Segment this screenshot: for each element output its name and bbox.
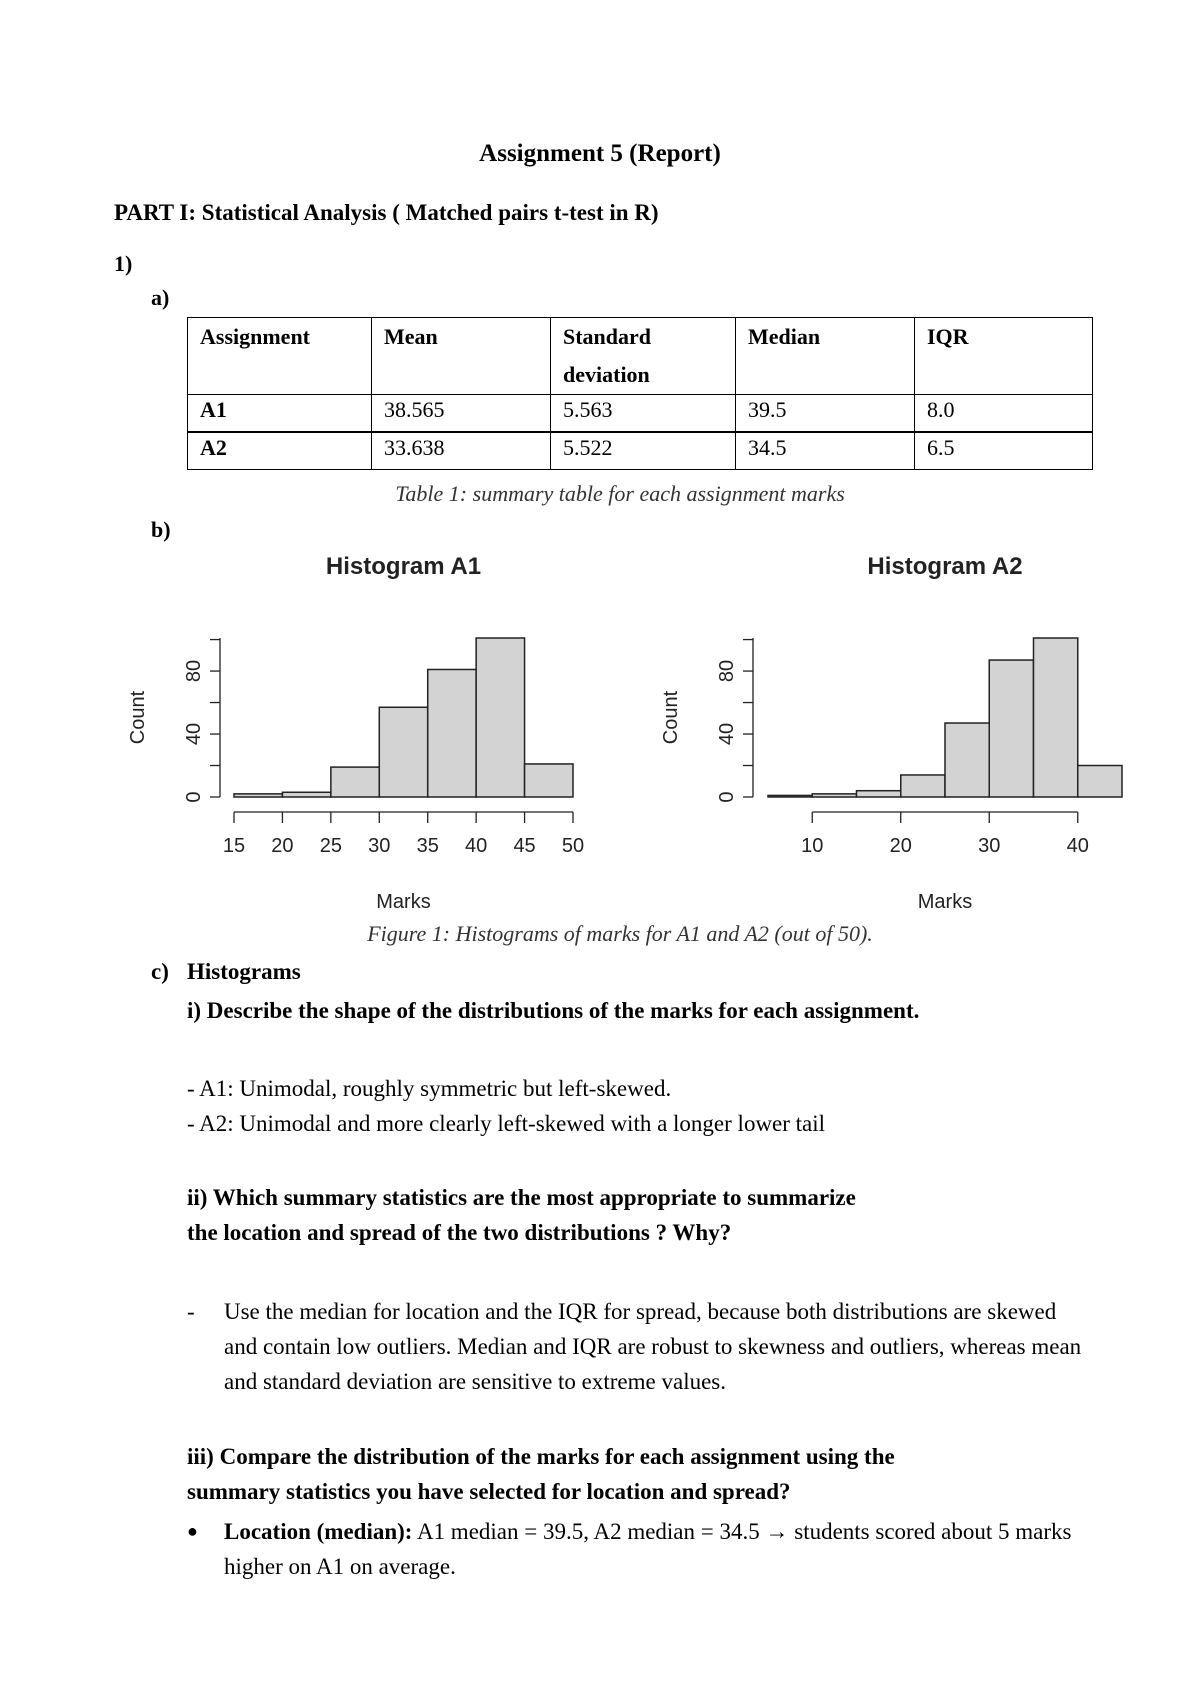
question-ii-line: ii) Which summary statistics are the most appropriate to summarize	[187, 1185, 856, 1210]
summary-table	[187, 317, 1093, 470]
subquestion-b-label: b)	[151, 517, 171, 542]
table-cell: 34.5	[736, 432, 915, 470]
question-ii-line: the location and spread of the two distributions ? Why?	[187, 1220, 732, 1245]
table-header-row	[188, 318, 1093, 395]
answer-i-line: - A1: Unimodal, roughly symmetric but left-skewed.	[187, 1076, 672, 1101]
table-header-cell: IQR	[915, 318, 1093, 395]
chart-title: Histogram A2	[867, 553, 1023, 580]
answer-iii-body: A1 median = 39.5, A2 median = 34.5 → students scored about 5 marks higher on A1 on average.	[224, 1519, 1072, 1579]
page-title: Assignment 5 (Report)	[479, 140, 721, 167]
histogram-bar	[379, 707, 427, 797]
y-tick-label: 0	[183, 791, 205, 803]
subquestion-c-label: c)	[151, 959, 169, 984]
table-cell: 8.0	[915, 395, 1093, 433]
histogram-bar	[901, 775, 945, 797]
y-tick-label: 80	[716, 659, 738, 683]
table-cell: 33.638	[372, 432, 551, 470]
histogram-bar	[812, 794, 856, 797]
table-cell: 5.563	[551, 395, 736, 433]
table-cell: 38.565	[372, 395, 551, 433]
answer-iii	[187, 1514, 1087, 1584]
x-tick-label: 40	[465, 835, 488, 857]
x-tick-label: 20	[271, 835, 294, 857]
table-row	[188, 432, 1093, 470]
histogram-bar	[525, 764, 573, 797]
bullet-icon: ●	[187, 1521, 198, 1541]
x-tick-label: 50	[561, 835, 585, 857]
chart-title: Histogram A1	[325, 553, 482, 580]
histogram-bar	[282, 792, 330, 797]
part-heading: PART I: Statistical Analysis ( Matched pairs t-test in R)	[114, 200, 659, 225]
table-header-cell: Standard deviation	[551, 318, 736, 395]
histogram-a2-chart	[640, 550, 1140, 920]
table-cell: 5.522	[551, 432, 736, 470]
subquestion-a-label: a)	[151, 285, 170, 310]
question-iii-line: iii) Compare the distribution of the marks for each assignment using the	[187, 1444, 895, 1469]
x-tick-label: 35	[416, 835, 439, 857]
table-cell: 6.5	[915, 432, 1093, 470]
question-iii-line: summary statistics you have selected for location and spread?	[187, 1479, 791, 1504]
table-header-cell: Mean	[372, 318, 551, 395]
question-number: 1)	[114, 251, 133, 276]
x-tick-label: 45	[513, 835, 536, 857]
dash-marker: -	[187, 1299, 195, 1324]
table-cell: 39.5	[736, 395, 915, 433]
histogram-bar	[1078, 766, 1122, 797]
histogram-a1-chart	[100, 550, 610, 920]
histogram-bar	[768, 795, 812, 797]
x-tick-label: 30	[978, 835, 1001, 857]
answer-i-line: - A2: Unimodal and more clearly left-skewed with a longer lower tail	[187, 1111, 826, 1136]
table-cell: A1	[188, 395, 372, 433]
x-tick-label: 15	[222, 835, 246, 857]
histogram-bar	[989, 660, 1033, 797]
histogram-bar	[331, 767, 379, 797]
histogram-bar	[945, 723, 989, 797]
figure-caption: Figure 1: Histograms of marks for A1 and A2 (out of 50).	[367, 921, 873, 946]
question-i: i) Describe the shape of the distributions of the marks for each assignment.	[187, 998, 920, 1023]
answer-ii-text: Use the median for location and the IQR for spread, because both distributions are skewed and contain low outliers. Median and IQR are robust to skewness and outliers, whereas mean and standard deviation are sensitive to extreme values.	[224, 1299, 1082, 1394]
table-header-cell: Assignment	[188, 318, 372, 395]
x-tick-label: 30	[368, 835, 391, 857]
answer-iii-label: Location (median):	[224, 1519, 413, 1544]
histogram-bar	[1034, 638, 1078, 797]
y-axis-label: Count	[127, 690, 149, 745]
table-caption: Table 1: summary table for each assignment marks	[395, 481, 845, 506]
histogram-bar	[428, 669, 476, 797]
y-axis-label: Count	[660, 690, 682, 745]
x-tick-label: 40	[1066, 835, 1089, 857]
histogram-bar	[234, 794, 282, 797]
y-tick-label: 40	[716, 722, 738, 746]
table-row	[188, 395, 1093, 433]
table-cell: A2	[188, 432, 372, 470]
histogram-bar	[476, 638, 524, 797]
answer-iii-text	[224, 1514, 1087, 1584]
answer-ii	[187, 1294, 1087, 1399]
x-tick-label: 20	[889, 835, 912, 857]
x-axis-label: Marks	[917, 891, 973, 913]
section-heading: Histograms	[187, 959, 301, 984]
x-tick-label: 10	[801, 835, 824, 857]
x-axis-label: Marks	[376, 891, 431, 913]
table-header-cell: Median	[736, 318, 915, 395]
histogram-bar	[857, 791, 901, 797]
y-tick-label: 40	[183, 722, 205, 746]
y-tick-label: 0	[716, 791, 738, 803]
y-tick-label: 80	[183, 659, 205, 683]
x-tick-label: 25	[319, 835, 342, 857]
